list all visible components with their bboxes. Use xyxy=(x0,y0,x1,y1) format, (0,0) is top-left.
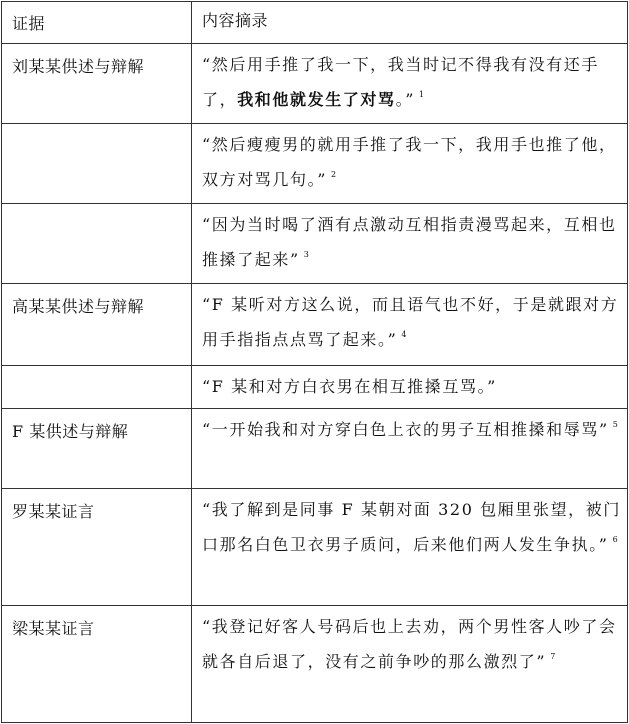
content-cell xyxy=(192,284,628,366)
footnote-marker: 5 xyxy=(612,420,620,429)
quote-text: “因为当时喝了酒有点激动互相指责漫骂起来，互相也推搡了起来” xyxy=(202,215,617,269)
evidence-cell xyxy=(2,366,192,409)
quote-text-end: 。” xyxy=(395,90,415,109)
footnote-marker: 2 xyxy=(330,170,338,179)
content-cell xyxy=(192,489,628,606)
table-row xyxy=(2,284,628,366)
quote-text: “我登记好客人号码后也上去劝，两个男性客人吵了会就各自后退了，没有之前争吵的那么激烈了” xyxy=(202,617,617,671)
evidence-cell xyxy=(2,204,192,284)
footnote-marker: 7 xyxy=(550,652,557,661)
content-cell xyxy=(192,606,628,723)
evidence-cell: 罗某某证言 xyxy=(2,489,192,606)
evidence-cell: F 某供述与辩解 xyxy=(2,409,192,489)
evidence-cell: 高某某供述与辩解 xyxy=(2,284,192,366)
content-cell xyxy=(192,124,628,204)
evidence-cell: 梁某某证言 xyxy=(2,606,192,723)
table-row xyxy=(2,204,628,284)
quote-text: “一开始我和对方穿白色上衣的男子互相推搡和辱骂” xyxy=(202,420,609,439)
table-row xyxy=(2,489,628,606)
header-evidence: 证据 xyxy=(2,2,192,44)
content-cell xyxy=(192,366,628,409)
footnote-marker: 1 xyxy=(419,90,426,99)
quote-text: “F 某和对方白衣男在相互推搡互骂。” xyxy=(202,377,497,396)
table-row xyxy=(2,409,628,489)
evidence-table xyxy=(1,1,628,723)
table-header-row xyxy=(2,2,628,44)
content-cell xyxy=(192,409,628,489)
quote-text: “然后用手推了我一下，我当时记不得我有没有还手了， xyxy=(202,55,599,109)
quote-text: “我了解到是同事 F 某朝对面 320 包厢里张望，被门口那名白色卫衣男子质问，后来他们两人发生争执。” xyxy=(202,500,621,554)
footnote-marker: 6 xyxy=(612,535,620,544)
table-row xyxy=(2,606,628,723)
footnote-marker: 4 xyxy=(401,330,409,339)
table-row xyxy=(2,124,628,204)
content-cell xyxy=(192,44,628,124)
quote-text: “然后瘦瘦男的就用手推了我一下，我用手也推了他，双方对骂几句。” xyxy=(202,135,617,189)
quote-bold-text: 我和他就发生了对骂 xyxy=(237,90,396,109)
header-content: 内容摘录 xyxy=(192,2,628,44)
evidence-cell xyxy=(2,124,192,204)
evidence-cell: 刘某某供述与辩解 xyxy=(2,44,192,124)
content-cell xyxy=(192,204,628,284)
quote-text: “F 某听对方这么说，而且语气也不好，于是就跟对方用手指指点点骂了起来。” xyxy=(202,295,619,349)
table-row xyxy=(2,366,628,409)
footnote-marker: 3 xyxy=(303,250,311,259)
table-row xyxy=(2,44,628,124)
